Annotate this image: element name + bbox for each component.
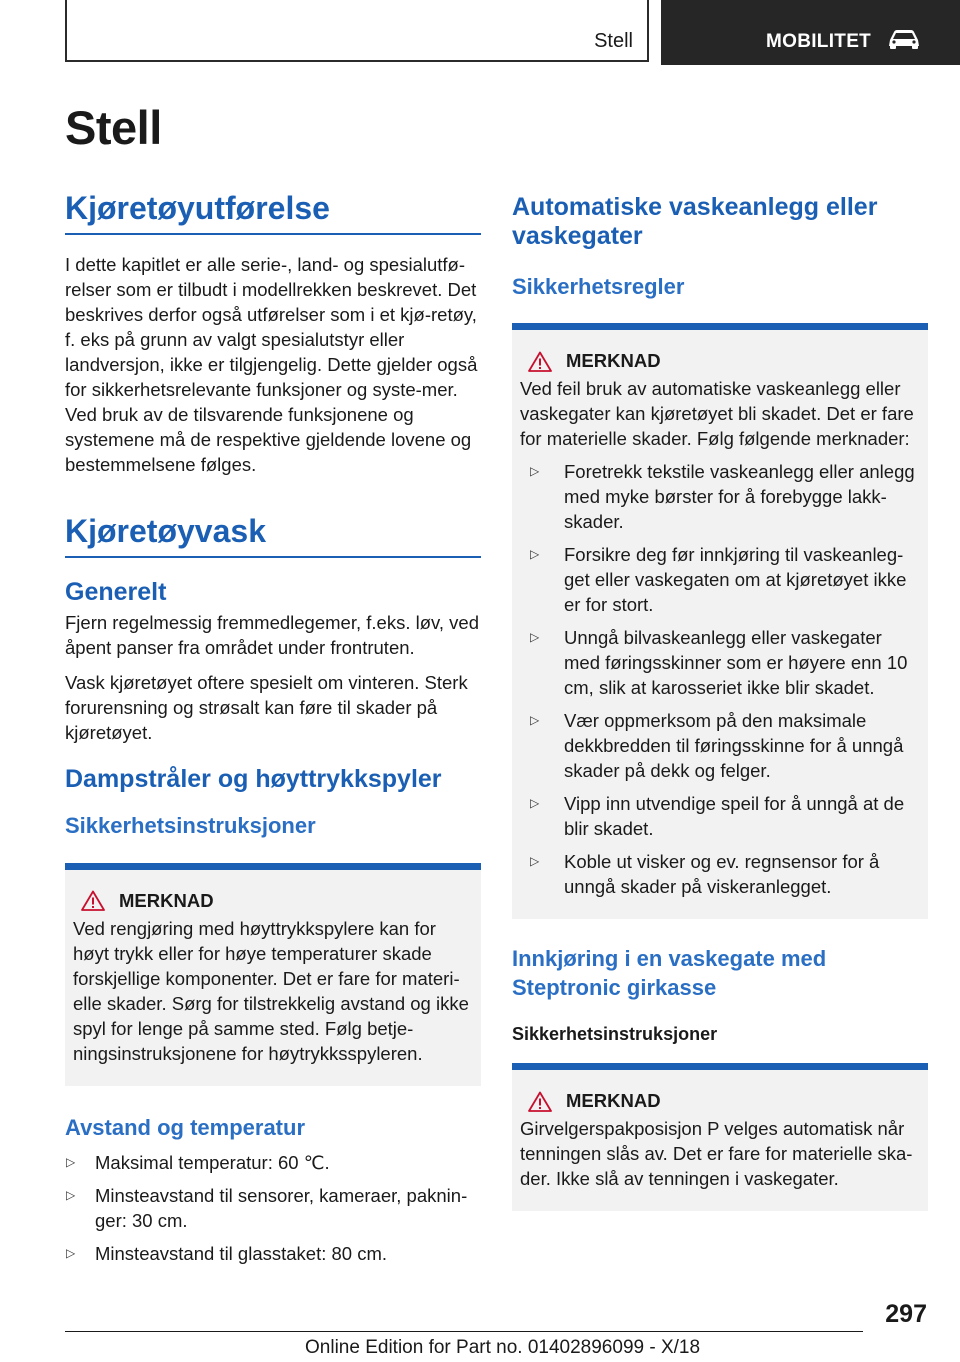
list-item xyxy=(520,542,920,617)
triangle-bullet-icon: ▷ xyxy=(530,854,540,869)
heading-vehicle-wash: Kjøretøyvask xyxy=(65,513,481,558)
warning-triangle-icon xyxy=(528,1091,552,1112)
header-chapter-label: MOBILITET xyxy=(766,31,872,52)
list-item xyxy=(65,1241,481,1266)
list-item-text: Forsikre deg før innkjøring til vaskeanleg-get eller vaskegaten om at kjøretøyet ikke er for stort. xyxy=(564,544,907,616)
list-item-text: Minsteavstand til glasstaket: 80 cm. xyxy=(95,1243,388,1265)
heading-steptronic-entry: Innkjøring i en vaskegate med Steptronic girkasse xyxy=(512,946,827,1000)
warning-triangle-icon xyxy=(81,890,105,911)
edition-label: Online Edition for Part no. 01402896099 - X/18 xyxy=(305,1337,701,1358)
list-item-text: Vipp inn utvendige speil for å unngå at de blir skadet. xyxy=(564,793,905,840)
paragraph-vehicle-design: I dette kapitlet er alle serie-, land- og spesialutfø-relser som er tilbudt i modellrekken beskrevet. Det beskrives derfor også utførelser som i et kjø-retøy, f. eks på grunn av valgt spesialutstyr eller landversjon, ikke er tilgjengelig. Dette gjelder også for sikkerhetsrelevante funksjoner og syste-mer. Ved bruk av de tilsvarende funksjonene og systemene må de respektive gjeldende lovene og bestemmelsene følges. xyxy=(65,253,478,475)
notice-title: MERKNAD xyxy=(119,889,214,911)
list-item-text: Minsteavstand til sensorer, kameraer, paknin-ger: 30 cm. xyxy=(95,1185,468,1232)
heading-safety-instructions: Sikkerhetsinstruksjoner xyxy=(512,1024,718,1045)
paragraph-general-1: Fjern regelmessig fremmedlegemer, f.eks. løv, ved åpent panser fra området under frontruten. xyxy=(65,612,479,659)
notice-title-row xyxy=(520,1090,920,1112)
notice-title-row xyxy=(73,890,473,912)
heading-distance-temperature: Avstand og temperatur xyxy=(65,1114,306,1140)
notice-title-row xyxy=(520,350,920,372)
page-title: Stell xyxy=(65,101,162,154)
notice-box-pressure-washer xyxy=(65,863,481,1086)
paragraph-general-2: Vask kjøretøyet oftere spesielt om vinteren. Sterk forurensning og strøsalt kan føre til skader på kjøretøyet. xyxy=(65,672,468,744)
footer-divider xyxy=(65,1331,863,1332)
list-item xyxy=(520,791,920,841)
left-column xyxy=(65,190,481,1274)
notice-box-car-wash xyxy=(512,323,928,919)
list-item-text: Vær oppmerksom på den maksimale dekkbredden til føringsskinne for å unngå skader på dekk og felger. xyxy=(564,710,904,782)
list-item xyxy=(520,708,920,783)
list-item-text: Unngå bilvaskeanlegg eller vaskegater med føringsskinner som er høyere enn 10 cm, slik at karosseriet ikke blir skadet. xyxy=(564,627,908,699)
list-item xyxy=(520,849,920,899)
list-item-text: Koble ut visker og ev. regnsensor for å unngå skader på viskeranlegget. xyxy=(564,851,880,898)
list-item xyxy=(520,625,920,700)
list-item xyxy=(65,1183,481,1233)
triangle-bullet-icon: ▷ xyxy=(530,547,540,562)
notice-title: MERKNAD xyxy=(566,1090,661,1112)
car-wash-list xyxy=(520,459,920,899)
triangle-bullet-icon: ▷ xyxy=(530,464,540,479)
distance-list xyxy=(65,1150,481,1266)
triangle-bullet-icon: ▷ xyxy=(66,1155,76,1170)
heading-safety-rules: Sikkerhetsregler xyxy=(512,273,685,299)
notice-box-steptronic xyxy=(512,1063,928,1211)
triangle-bullet-icon: ▷ xyxy=(530,630,540,645)
heading-safety-instructions: Sikkerhetsinstruksjoner xyxy=(65,813,316,839)
notice-text: Ved feil bruk av automatiske vaskeanlegg eller vaskegater kan kjøretøyet bli skadet. Det er fare for materielle skader. Følg følgende merknader: xyxy=(520,378,914,450)
notice-text: Ved rengjøring med høyttrykkspylere kan for høyt trykk eller for høye temperaturer skade forskjellige komponenter. Det er fare for materi-elle skader. Sørg for tilstrekkelig avstand og ikke spyl for lenge på samme sted. Følg betje-ningsinstruksjonene for høytrykksspyleren. xyxy=(73,917,469,1064)
list-item xyxy=(520,459,920,534)
notice-title: MERKNAD xyxy=(566,350,661,372)
right-column xyxy=(512,193,928,1211)
list-item xyxy=(65,1150,481,1175)
heading-vehicle-design: Kjøretøyutførelse xyxy=(65,190,481,235)
warning-triangle-icon xyxy=(528,351,552,372)
heading-steam-jets: Dampstråler og høyttrykkspyler xyxy=(65,765,442,794)
triangle-bullet-icon: ▷ xyxy=(530,713,540,728)
triangle-bullet-icon: ▷ xyxy=(66,1246,76,1261)
notice-text: Girvelgerspakposisjon P velges automatisk når tenningen slås av. Det er fare for materielle ska-der. Ikke slå av tenningen i vaskegater. xyxy=(520,1118,913,1190)
list-item-text: Foretrekk tekstile vaskeanlegg eller anlegg med myke børster for å forebygge lakk-skader. xyxy=(564,461,915,533)
list-item-text: Maksimal temperatur: 60 ℃. xyxy=(95,1152,330,1174)
heading-general: Generelt xyxy=(65,577,167,606)
header-chapter-tab xyxy=(661,0,960,65)
header-section-box xyxy=(65,0,649,62)
heading-automatic-car-wash: Automatiske vaskeanlegg eller vaskegater xyxy=(512,193,878,250)
triangle-bullet-icon: ▷ xyxy=(530,796,540,811)
header-section-label: Stell xyxy=(594,30,633,52)
car-icon xyxy=(886,28,922,50)
triangle-bullet-icon: ▷ xyxy=(66,1188,76,1203)
page-number: 297 xyxy=(885,1300,927,1328)
